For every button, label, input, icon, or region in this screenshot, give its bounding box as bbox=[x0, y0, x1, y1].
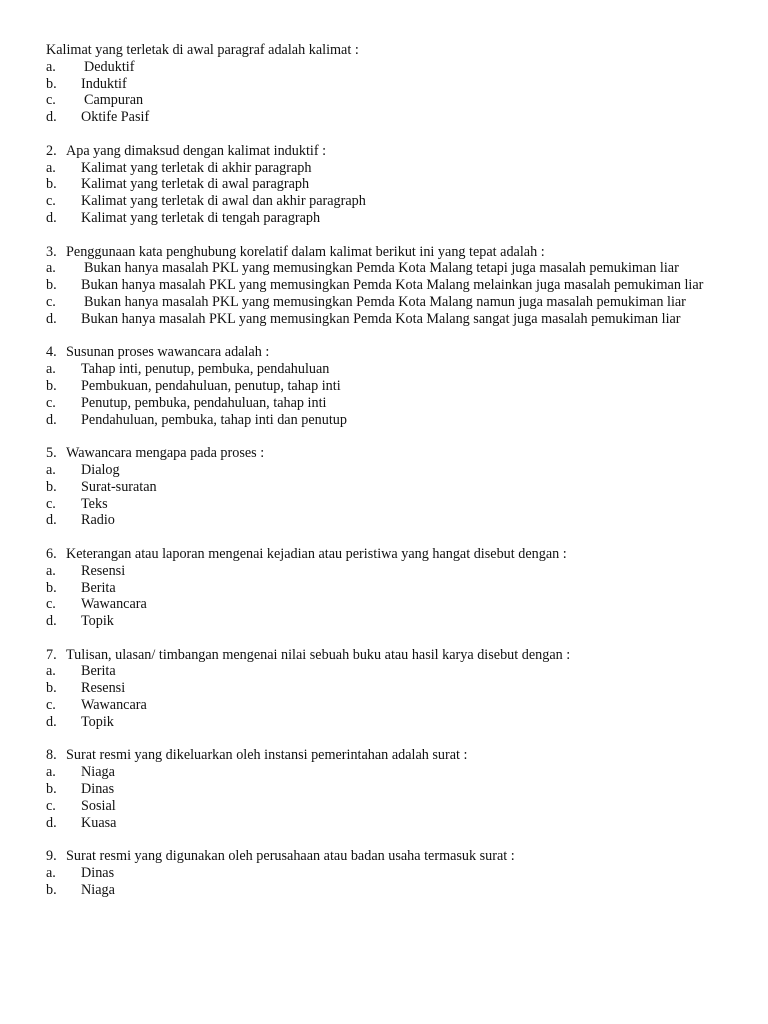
question-6 bbox=[46, 546, 746, 630]
question-7-option-c: c. Wawancara bbox=[46, 697, 147, 714]
question-5-option-b: b. Surat-suratan bbox=[46, 478, 157, 495]
question-8 bbox=[46, 747, 746, 831]
question-4-number: 4. bbox=[46, 344, 57, 361]
question-2-option-b: b. Kalimat yang terletak di awal paragraph bbox=[46, 176, 310, 193]
question-4-option-a: a. Tahap inti, penutup, pembuka, pendahuluan bbox=[46, 361, 330, 378]
question-1-option-d: d. Oktife Pasif bbox=[46, 109, 150, 126]
question-7-option-b: b. Resensi bbox=[46, 680, 126, 697]
question-5-text: 5. Wawancara mengapa pada proses : bbox=[46, 445, 265, 462]
question-6-option-b: b. Berita bbox=[46, 579, 116, 596]
question-1-option-c: c. Campuran bbox=[46, 92, 144, 109]
question-9-number: 9. bbox=[46, 848, 57, 865]
question-2-text: 2. Apa yang dimaksud dengan kalimat induktif : bbox=[46, 142, 327, 159]
question-3-option-b: b. Bukan hanya masalah PKL yang memusingkan Pemda Kota Malang melainkan juga masalah pemukiman liar bbox=[46, 277, 704, 294]
question-7-option-d: d. Topik bbox=[46, 713, 114, 730]
question-2-option-d: d. Kalimat yang terletak di tengah paragraph bbox=[46, 209, 321, 226]
question-5-option-d: d. Radio bbox=[46, 512, 115, 529]
question-3-text: 3. Penggunaan kata penghubung korelatif dalam kalimat berikut ini yang tepat adalah : bbox=[46, 243, 545, 260]
question-5-option-c: c. Teks bbox=[46, 495, 108, 512]
question-3-option-c: c. Bukan hanya masalah PKL yang memusingkan Pemda Kota Malang namun juga masalah pemukiman liar bbox=[46, 293, 686, 310]
question-6-option-c: c. Wawancara bbox=[46, 596, 147, 613]
document-page bbox=[46, 42, 746, 899]
question-3-number: 3. bbox=[46, 243, 57, 260]
question-2 bbox=[46, 143, 746, 227]
question-5-option-a: a. Dialog bbox=[46, 461, 120, 478]
question-7-option-a: a. Berita bbox=[46, 663, 116, 680]
question-8-number: 8. bbox=[46, 747, 57, 764]
question-4-option-c: c. Penutup, pembuka, pendahuluan, tahap inti bbox=[46, 394, 327, 411]
question-1-option-b: b. Induktif bbox=[46, 75, 127, 92]
question-7-number: 7. bbox=[46, 646, 57, 663]
question-9 bbox=[46, 848, 746, 898]
question-8-text: 8. Surat resmi yang dikeluarkan oleh instansi pemerintahan adalah surat : bbox=[46, 747, 468, 764]
question-5 bbox=[46, 445, 746, 529]
question-2-option-c: c. Kalimat yang terletak di awal dan akhir paragraph bbox=[46, 193, 366, 210]
question-8-option-d: d. Kuasa bbox=[46, 814, 117, 831]
question-4-text: 4. Susunan proses wawancara adalah : bbox=[46, 344, 270, 361]
question-4-option-b: b. Pembukuan, pendahuluan, penutup, tahap inti bbox=[46, 377, 341, 394]
question-6-number: 6. bbox=[46, 545, 57, 562]
question-7-text: 7. Tulisan, ulasan/ timbangan mengenai nilai sebuah buku atau hasil karya disebut dengan : bbox=[46, 646, 571, 663]
question-1 bbox=[46, 42, 746, 126]
question-9-option-b: b. Niaga bbox=[46, 881, 115, 898]
question-2-option-a: a. Kalimat yang terletak di akhir paragraph bbox=[46, 159, 312, 176]
question-1-text: Kalimat yang terletak di awal paragraf adalah kalimat : bbox=[46, 42, 359, 58]
question-8-option-a: a. Niaga bbox=[46, 764, 115, 781]
question-8-option-b: b. Dinas bbox=[46, 781, 115, 798]
question-3-option-a: a. Bukan hanya masalah PKL yang memusingkan Pemda Kota Malang tetapi juga masalah pemukiman liar bbox=[46, 260, 679, 277]
question-3 bbox=[46, 244, 746, 328]
question-3-option-d: d. Bukan hanya masalah PKL yang memusingkan Pemda Kota Malang sangat juga masalah pemukiman liar bbox=[46, 310, 681, 327]
question-6-option-d: d. Topik bbox=[46, 613, 114, 630]
question-1-option-a: a. Deduktif bbox=[46, 58, 135, 75]
question-6-text: 6. Keterangan atau laporan mengenai kejadian atau peristiwa yang hangat disebut dengan : bbox=[46, 545, 567, 562]
question-2-number: 2. bbox=[46, 142, 57, 159]
question-7 bbox=[46, 647, 746, 731]
question-9-text: 9. Surat resmi yang digunakan oleh perusahaan atau badan usaha termasuk surat : bbox=[46, 848, 515, 865]
question-9-option-a: a. Dinas bbox=[46, 865, 115, 882]
question-4 bbox=[46, 344, 746, 428]
question-6-option-a: a. Resensi bbox=[46, 562, 126, 579]
question-8-option-c: c. Sosial bbox=[46, 797, 116, 814]
question-5-number: 5. bbox=[46, 445, 57, 462]
question-4-option-d: d. Pendahuluan, pembuka, tahap inti dan penutup bbox=[46, 411, 347, 428]
